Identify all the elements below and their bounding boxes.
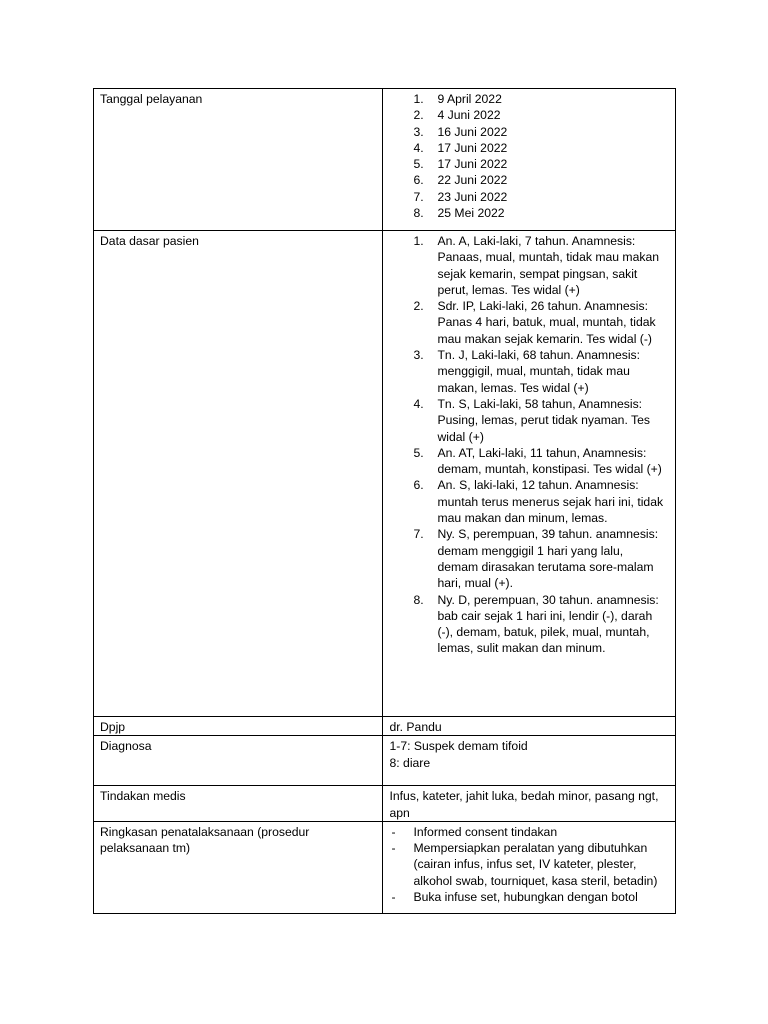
- row-tanggal-pelayanan: [94, 89, 676, 231]
- date-text: 16 Juni 2022: [437, 124, 508, 139]
- diagnosa-line: 1-7: Suspek demam tifoid: [389, 739, 528, 754]
- row-data-dasar-pasien: [94, 231, 676, 717]
- row-tindakan-medis: [94, 786, 676, 822]
- date-item: [389, 107, 669, 123]
- date-list: [389, 91, 669, 221]
- date-item: [389, 156, 669, 172]
- date-text: 25 Mei 2022: [437, 206, 505, 221]
- list-number: 3.: [413, 348, 424, 363]
- value-tindakan-medis: Infus, kateter, jahit luka, bedah minor, pasang ngt, apn: [383, 786, 676, 822]
- dash-bullet: -: [391, 890, 396, 905]
- list-number: 2.: [413, 108, 424, 123]
- dash-bullet: -: [391, 841, 396, 856]
- patient-item: [389, 396, 669, 445]
- patient-text: Tn. J, Laki-laki, 68 tahun. Anamnesis: menggigil, mual, muntah, tidak mau makan, lemas. Tes widal (+): [437, 348, 641, 395]
- date-text: 23 Juni 2022: [437, 189, 508, 204]
- service-record-table: [93, 88, 676, 914]
- dash-bullet: -: [391, 824, 396, 839]
- procedure-list: [389, 824, 669, 905]
- list-number: 6.: [413, 173, 424, 188]
- date-item: [389, 91, 669, 107]
- list-number: 7.: [413, 189, 424, 204]
- date-text: 17 Juni 2022: [437, 140, 508, 155]
- date-item: [389, 124, 669, 140]
- patient-text: An. A, Laki-laki, 7 tahun. Anamnesis: Panaas, mual, muntah, tidak mau makan sejak kemarin, sempat pingsan, sakit perut, lemas. Tes widal (+): [437, 234, 660, 297]
- patient-text: Ny. D, perempuan, 30 tahun. anamnesis: bab cair sejak 1 hari ini, lendir (-), darah (-), demam, batuk, pilek, mual, muntah, lemas, sulit makan dan minum.: [437, 592, 659, 656]
- patient-text: Tn. S, Laki-laki, 58 tahun, Anamnesis: Pusing, lemas, perut tidak nyaman. Tes widal (+): [437, 396, 650, 444]
- label-ringkasan-penatalaksanaan: Ringkasan penatalaksanaan (prosedur pelaksanaan tm): [94, 821, 383, 913]
- row-ringkasan-penatalaksanaan: [94, 821, 676, 913]
- row-diagnosa: [94, 736, 676, 786]
- list-number: 4.: [413, 140, 424, 155]
- procedure-item: [389, 840, 669, 889]
- patient-list: [389, 233, 669, 657]
- list-number: 5.: [413, 157, 424, 172]
- patient-item: [389, 526, 669, 591]
- patient-text: An. S, laki-laki, 12 tahun. Anamnesis: muntah terus menerus sejak hari ini, tidak mau makan dan minum, lemas.: [437, 478, 664, 526]
- patient-item: [389, 477, 669, 526]
- date-text: 17 Juni 2022: [437, 157, 508, 172]
- patient-text: Sdr. IP, Laki-laki, 26 tahun. Anamnesis: Panas 4 hari, batuk, mual, muntah, tidak mau makan sejak kemarin. Tes widal (-): [437, 299, 656, 346]
- patient-item: [389, 592, 669, 657]
- row-dpjp: [94, 717, 676, 736]
- list-number: 4.: [413, 396, 424, 411]
- procedure-text: Buka infuse set, hubungkan dengan botol: [413, 890, 638, 905]
- procedure-text: Mempersiapkan peralatan yang dibutuhkan (cairan infus, infus set, IV kateter, plester, alkohol swab, tourniquet, kasa steril, betadin): [413, 841, 658, 888]
- value-data-dasar-pasien: [383, 231, 676, 717]
- list-number: 2.: [413, 299, 424, 314]
- list-number: 3.: [413, 124, 424, 139]
- value-diagnosa: [383, 736, 676, 786]
- label-diagnosa: Diagnosa: [94, 736, 383, 786]
- list-number: 1.: [413, 92, 424, 106]
- date-item: [389, 140, 669, 156]
- patient-item: [389, 233, 669, 298]
- diagnosa-line: 8: diare: [389, 755, 431, 770]
- list-number: 8.: [413, 206, 424, 221]
- patient-item: [389, 445, 669, 478]
- date-item: [389, 205, 669, 221]
- date-text: 22 Juni 2022: [437, 173, 508, 188]
- value-dpjp: dr. Pandu: [383, 717, 676, 736]
- patient-text: Ny. S, perempuan, 39 tahun. anamnesis: demam menggigil 1 hari yang lalu, demam dirasakan terutama sore-malam hari, mual (+).: [437, 527, 659, 591]
- list-number: 6.: [413, 478, 424, 493]
- patient-text: An. AT, Laki-laki, 11 tahun, Anamnesis: demam, muntah, konstipasi. Tes widal (+): [437, 445, 662, 477]
- list-number: 8.: [413, 592, 424, 607]
- patient-item: [389, 298, 669, 347]
- value-ringkasan-penatalaksanaan: [383, 821, 676, 913]
- label-data-dasar-pasien: Data dasar pasien: [94, 231, 383, 717]
- patient-item: [389, 347, 669, 396]
- procedure-text: Informed consent tindakan: [413, 824, 558, 839]
- list-number: 1.: [413, 234, 424, 248]
- list-number: 5.: [413, 445, 424, 460]
- date-item: [389, 189, 669, 205]
- date-text: 4 Juni 2022: [437, 108, 501, 123]
- value-tanggal-pelayanan: [383, 89, 676, 231]
- procedure-item: [389, 824, 669, 840]
- date-text: 9 April 2022: [437, 92, 502, 106]
- label-dpjp: Dpjp: [94, 717, 383, 736]
- procedure-item: [389, 889, 669, 905]
- label-tanggal-pelayanan: Tanggal pelayanan: [94, 89, 383, 231]
- label-tindakan-medis: Tindakan medis: [94, 786, 383, 822]
- list-number: 7.: [413, 527, 424, 542]
- date-item: [389, 172, 669, 188]
